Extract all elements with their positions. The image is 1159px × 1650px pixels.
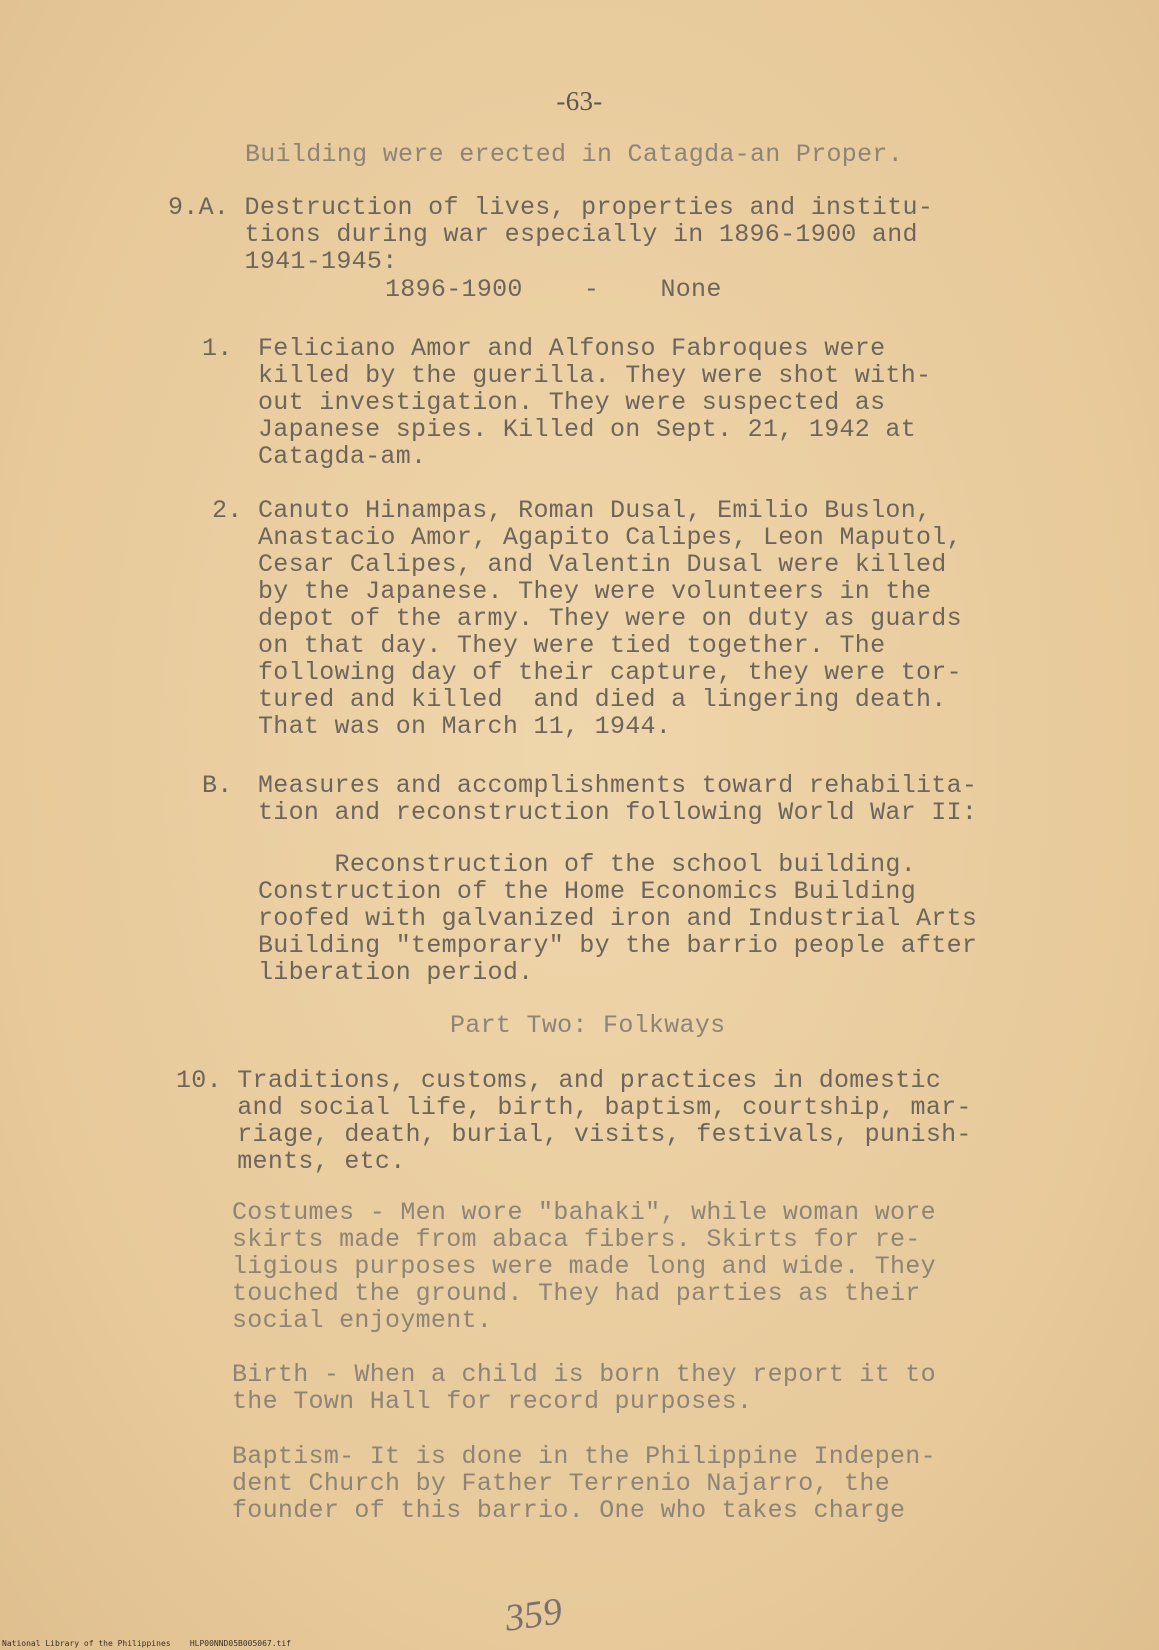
item-1-line: Feliciano Amor and Alfonso Fabroques were [258, 334, 886, 363]
item-1 [258, 335, 931, 470]
item-2-line: following day of their capture, they were tor- [258, 658, 962, 687]
costumes-paragraph [232, 1199, 936, 1334]
section-b-heading [258, 772, 977, 826]
section-b-line: tion and reconstruction following World War II: [258, 798, 978, 827]
section-10 [176, 1067, 972, 1175]
birth-line: the Town Hall for record purposes. [232, 1387, 753, 1416]
item-1-line: killed by the guerilla. They were shot with- [258, 361, 932, 390]
costumes-line: ligious purposes were made long and wide. They [232, 1252, 936, 1281]
item-1-number: 1. [202, 334, 233, 363]
costumes-line: Costumes - Men wore "bahaki", while woman wore [232, 1198, 936, 1227]
costumes-line: social enjoyment. [232, 1306, 493, 1335]
section-10-line: and social life, birth, baptism, courtship, mar- [176, 1093, 972, 1122]
baptism-paragraph [232, 1443, 936, 1524]
section-b-paragraph-line: Construction of the Home Economics Building [258, 877, 917, 906]
folio-number: 359 [502, 1590, 565, 1640]
page-number: -63- [556, 86, 603, 116]
baptism-line: Baptism- It is done in the Philippine Indepen- [232, 1442, 936, 1471]
part-two-heading: Part Two: Folkways [450, 1011, 726, 1040]
item-2-line: on that day. They were tied together. The [258, 631, 886, 660]
item-2-line: Anastacio Amor, Agapito Calipes, Leon Maputol, [258, 523, 962, 552]
intro-line: Building were erected in Catagda-an Proper. [245, 140, 904, 169]
costumes-line: skirts made from abaca fibers. Skirts for re- [232, 1225, 921, 1254]
item-2-line: That was on March 11, 1944. [258, 712, 672, 741]
item-2-line: by the Japanese. They were volunteers in the [258, 577, 932, 606]
period-line: 1896-1900 - None [385, 275, 722, 304]
baptism-line: dent Church by Father Terrenio Najarro, the [232, 1469, 891, 1498]
section-b-paragraph-line: Building "temporary" by the barrio people after [258, 931, 978, 960]
section-b-paragraph-line: liberation period. [258, 958, 534, 987]
section-9a [168, 194, 933, 275]
section-10-line: ments, etc. [176, 1147, 406, 1176]
section-b-line: Measures and accomplishments toward rehabilita- [258, 771, 978, 800]
item-2-line: Cesar Calipes, and Valentin Dusal were killed [258, 550, 947, 579]
section-9a-line: 1941-1945: [168, 247, 398, 276]
birth-paragraph [232, 1361, 936, 1415]
section-b-paragraph-line: roofed with galvanized iron and Industrial Arts [258, 904, 978, 933]
item-2-line: tured and killed and died a lingering death. [258, 685, 947, 714]
birth-line: Birth - When a child is born they report it to [232, 1360, 936, 1389]
section-10-line: 10. Traditions, customs, and practices in domestic [176, 1066, 942, 1095]
baptism-line: founder of this barrio. One who takes charge [232, 1496, 906, 1525]
section-b-label: B. [202, 771, 233, 800]
item-2-line: Canuto Hinampas, Roman Dusal, Emilio Buslon, [258, 496, 932, 525]
item-2-line: depot of the army. They were on duty as guards [258, 604, 962, 633]
archive-footer: National Library of the Philippines HLP00NND05B005067.tif [2, 1639, 291, 1648]
item-1-line: Japanese spies. Killed on Sept. 21, 1942 at [258, 415, 917, 444]
section-10-line: riage, death, burial, visits, festivals, punish- [176, 1120, 972, 1149]
section-9a-line: 9.A. Destruction of lives, properties and institu- [168, 193, 934, 222]
item-2 [258, 497, 962, 740]
section-9a-line: tions during war especially in 1896-1900 and [168, 220, 918, 249]
costumes-line: touched the ground. They had parties as their [232, 1279, 921, 1308]
section-b-paragraph-line: Reconstruction of the school building. [258, 850, 917, 879]
item-1-line: out investigation. They were suspected as [258, 388, 886, 417]
section-b-paragraph [258, 851, 977, 986]
item-2-number: 2. [212, 496, 243, 525]
item-1-line: Catagda-am. [258, 442, 427, 471]
